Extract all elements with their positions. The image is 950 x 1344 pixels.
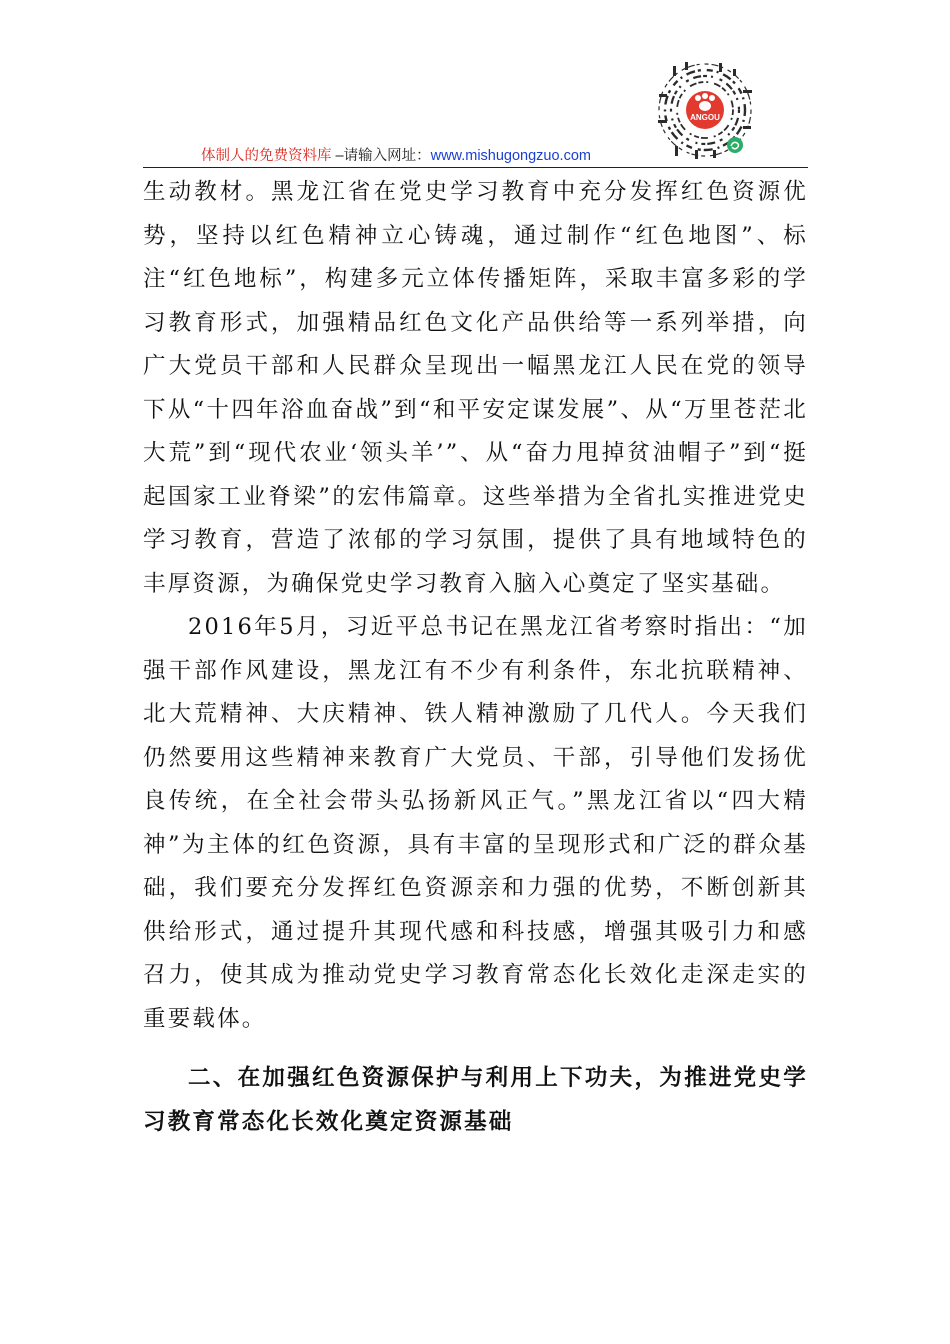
wechat-mini-program-icon: [727, 137, 743, 153]
brand-name: 体制人的免费资料库: [201, 148, 332, 164]
header-divider: [143, 167, 808, 168]
url-prompt: –请输入网址：: [331, 148, 431, 164]
section-heading: 二、在加强红色资源保护与利用上下功夫，为推进党史学习教育常态化长效化奠定资源基础: [143, 1065, 808, 1135]
qr-code-icon[interactable]: [655, 60, 755, 164]
page-header: [143, 60, 808, 170]
qr-badge-text: ANGOU: [690, 113, 720, 122]
website-link[interactable]: www.mishugongzuo.com: [430, 148, 591, 164]
body-paragraph-1: 生动教材。黑龙江省在党史学习教育中充分发挥红色资源优势，坚持以红色精神立心铸魂，通过制作“红色地图”、标注“红色地标”，构建多元立体传播矩阵，采取丰富多彩的学习教育形式，加强精品红色文化产品供给等一系列举措，向广大党员干部和人民群众呈现出一幅黑龙江人民在党的领导下从“十四年浴血奋战”到“和平安定谋发展”、从“万里苍茫北大荒”到“现代农业‘领头羊’”、从“奋力甩掉贫油帽子”到“挺起国家工业脊梁”的宏伟篇章。这些举措为全省扎实推进党史学习教育，营造了浓郁的学习氛围，提供了具有地域特色的丰厚资源，为确保党史学习教育入脑入心奠定了坚实基础。: [143, 179, 808, 597]
header-banner: [201, 146, 591, 166]
body-paragraph-2: 2016年5月，习近平总书记在黑龙江省考察时指出：“加强干部作风建设，黑龙江有不少有利条件，东北抗联精神、北大荒精神、大庆精神、铁人精神激励了几代人。今天我们仍然要用这些精神来教育广大党员、干部，引导他们发扬优良传统，在全社会带头弘扬新风正气。”黑龙江省以“四大精神”为主体的红色资源，具有丰富的呈现形式和广泛的群众基础，我们要充分发挥红色资源亲和力强的优势，不断创新其供给形式，通过提升其现代感和科技感，增强其吸引力和感召力，使其成为推动党史学习教育常态化长效化走深走实的重要载体。: [143, 614, 808, 1032]
document-body: [143, 171, 808, 1144]
qr-center-badge: [686, 91, 724, 129]
